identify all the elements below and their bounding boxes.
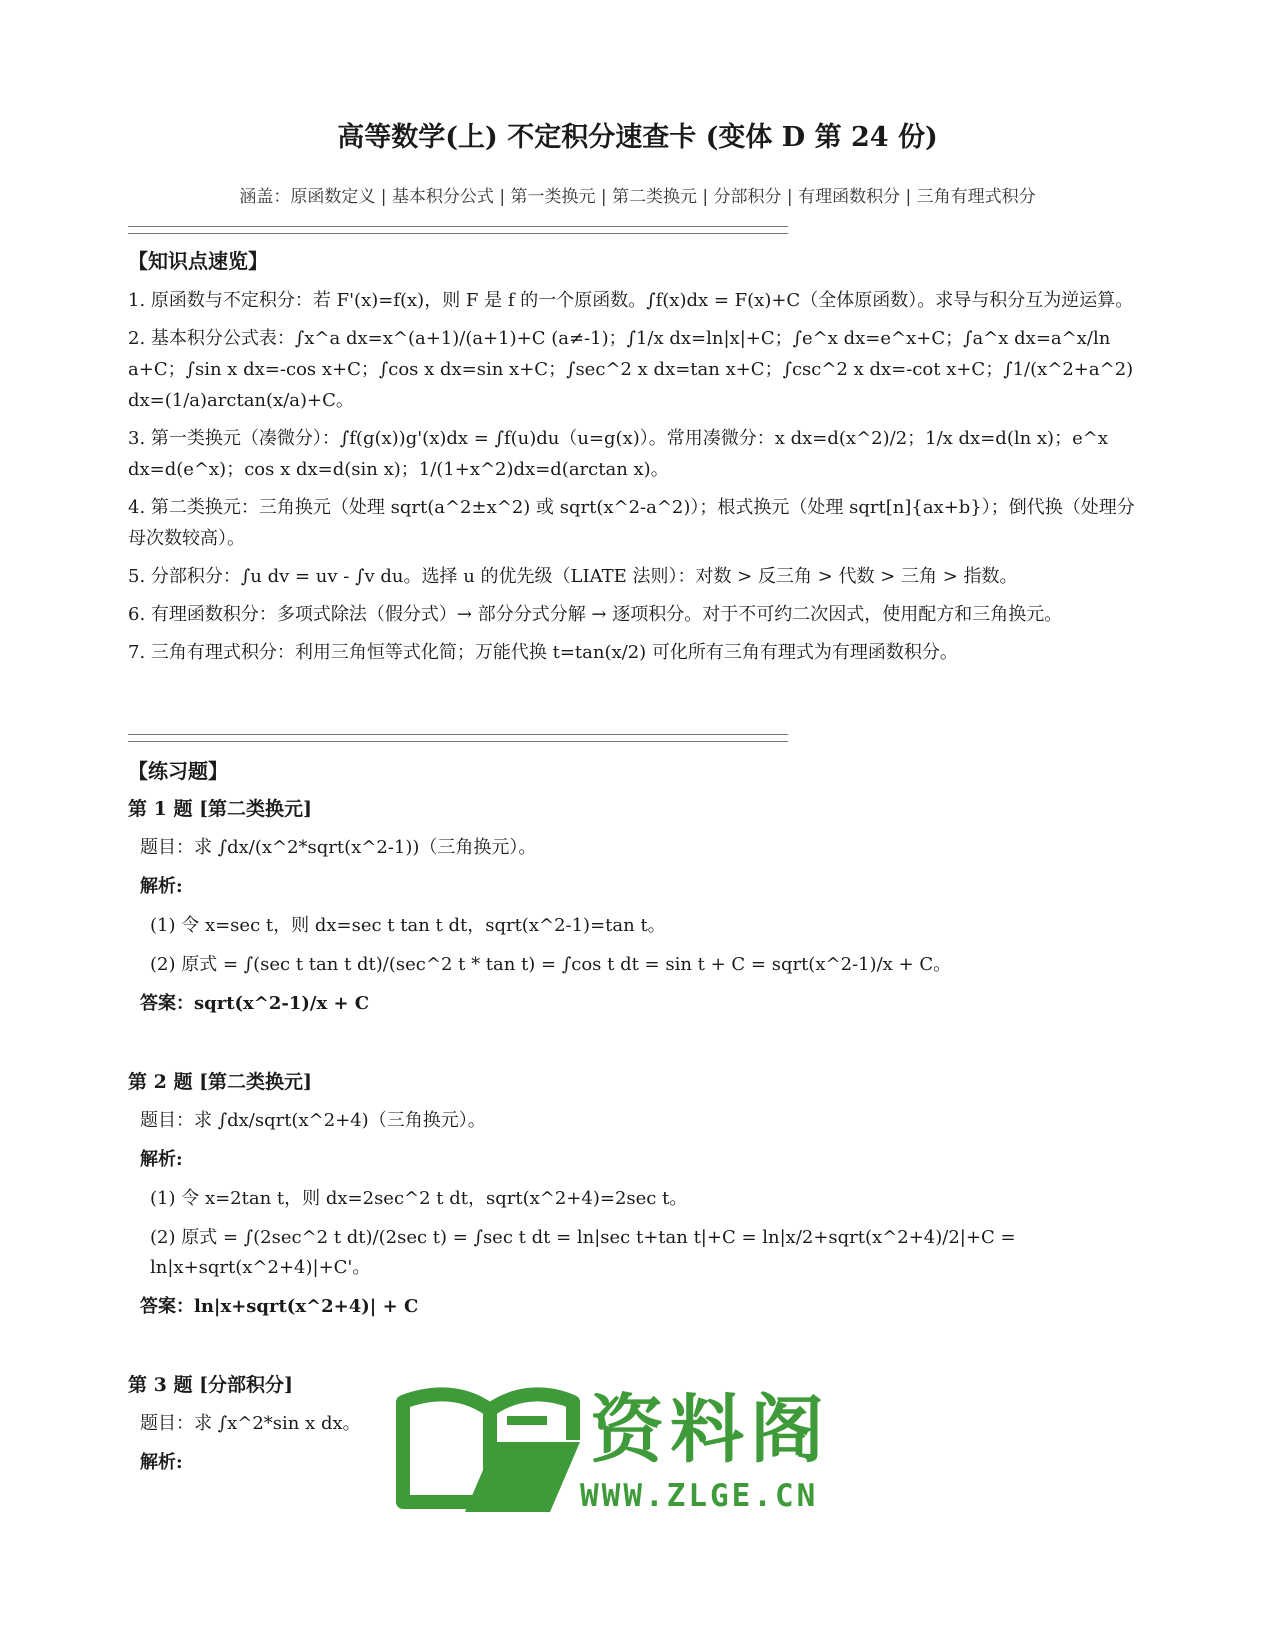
- separator-line: [128, 226, 788, 234]
- answer-text: 答案：ln|x+sqrt(x^2+4)| + C: [140, 1296, 419, 1317]
- knowledge-heading: 【知识点速览】: [128, 249, 268, 273]
- knowledge-item: 6. 有理函数积分：多项式除法（假分式）→ 部分分式分解 → 逐项积分。对于不可约二次因式，使用配方和三角换元。: [128, 604, 1063, 625]
- analysis-step: (2) 原式 = ∫(sec t tan t dt)/(sec^2 t * tan t) = ∫cos t dt = sin t + C = sqrt(x^2-1)/x + C。: [150, 954, 952, 975]
- practice-heading: 【练习题】: [128, 759, 228, 783]
- analysis-step: (2) 原式 = ∫(2sec^2 t dt)/(2sec t) = ∫sec t dt = ln|sec t+tan t|+C = ln|x/2+sqrt(x^2+4)/2|+C = ln|x+sqrt(x^2+4)|+C'。: [150, 1227, 1016, 1278]
- page-title: 高等数学(上) 不定积分速查卡 (变体 D 第 24 份): [337, 122, 938, 153]
- question-heading: 第 3 题 [分部积分]: [128, 1374, 294, 1396]
- question-text: 题目：求 ∫dx/sqrt(x^2+4)（三角换元）。: [140, 1110, 486, 1131]
- knowledge-item: 1. 原函数与不定积分：若 F'(x)=f(x)，则 F 是 f 的一个原函数。∫f(x)dx = F(x)+C（全体原函数）。求导与积分互为逆运算。: [128, 290, 1134, 311]
- knowledge-item: 4. 第二类换元：三角换元（处理 sqrt(a^2±x^2) 或 sqrt(x^2-a^2)）；根式换元（处理 sqrt[n]{ax+b}）；倒代换（处理分母次数较高）。: [128, 497, 1135, 549]
- question-text: 题目：求 ∫x^2*sin x dx。: [140, 1413, 361, 1434]
- analysis-label: 解析:: [140, 1149, 183, 1170]
- watermark-logo: [395, 1380, 845, 1520]
- book-folder-icon: [395, 1380, 585, 1520]
- question-block-1: [128, 794, 1148, 1019]
- question-heading: 第 1 题 [第二类换元]: [128, 798, 313, 820]
- knowledge-item: 3. 第一类换元（凑微分）：∫f(g(x))g'(x)dx = ∫f(u)du（u=g(x)）。常用凑微分：x dx=d(x^2)/2；1/x dx=d(ln x)；e^x dx=d(e^x)；cos x dx=d(sin x)；1/(1+x^2)dx=d(arctan x)。: [128, 428, 1108, 480]
- analysis-step: (1) 令 x=sec t，则 dx=sec t tan t dt，sqrt(x^2-1)=tan t。: [150, 915, 666, 936]
- answer-text: 答案：sqrt(x^2-1)/x + C: [140, 993, 370, 1014]
- knowledge-item: 2. 基本积分公式表：∫x^a dx=x^(a+1)/(a+1)+C (a≠-1)；∫1/x dx=ln|x|+C；∫e^x dx=e^x+C；∫a^x dx=a^x/ln a+C；∫sin x dx=-cos x+C；∫cos x dx=sin x+C；∫sec^2 x dx=tan x+C；∫csc^2 x dx=-cot x+C；∫1/(x^2+a^2) dx=(1/a)arctan(x/a)+C。: [128, 328, 1134, 411]
- question-block-2: [128, 1067, 1148, 1322]
- page-subtitle: 涵盖：原函数定义 | 基本积分公式 | 第一类换元 | 第二类换元 | 分部积分 | 有理函数积分 | 三角有理式积分: [239, 187, 1036, 207]
- watermark-name: 资料阁: [590, 1387, 830, 1473]
- analysis-label: 解析:: [140, 1452, 183, 1473]
- knowledge-section: [128, 246, 1148, 668]
- question-heading: 第 2 题 [第二类换元]: [128, 1071, 313, 1093]
- practice-section: [128, 756, 1148, 1478]
- analysis-step: (1) 令 x=2tan t，则 dx=2sec^2 t dt，sqrt(x^2+4)=2sec t。: [150, 1188, 688, 1209]
- knowledge-item: 5. 分部积分：∫u dv = uv - ∫v du。选择 u 的优先级（LIATE 法则）：对数 > 反三角 > 代数 > 三角 > 指数。: [128, 566, 1018, 587]
- question-text: 题目：求 ∫dx/(x^2*sqrt(x^2-1))（三角换元）。: [140, 837, 537, 858]
- watermark-url: WWW.ZLGE.CN: [580, 1478, 819, 1514]
- analysis-label: 解析:: [140, 876, 183, 897]
- separator-line: [128, 734, 788, 742]
- knowledge-item: 7. 三角有理式积分：利用三角恒等式化简；万能代换 t=tan(x/2) 可化所有三角有理式为有理函数积分。: [128, 642, 958, 663]
